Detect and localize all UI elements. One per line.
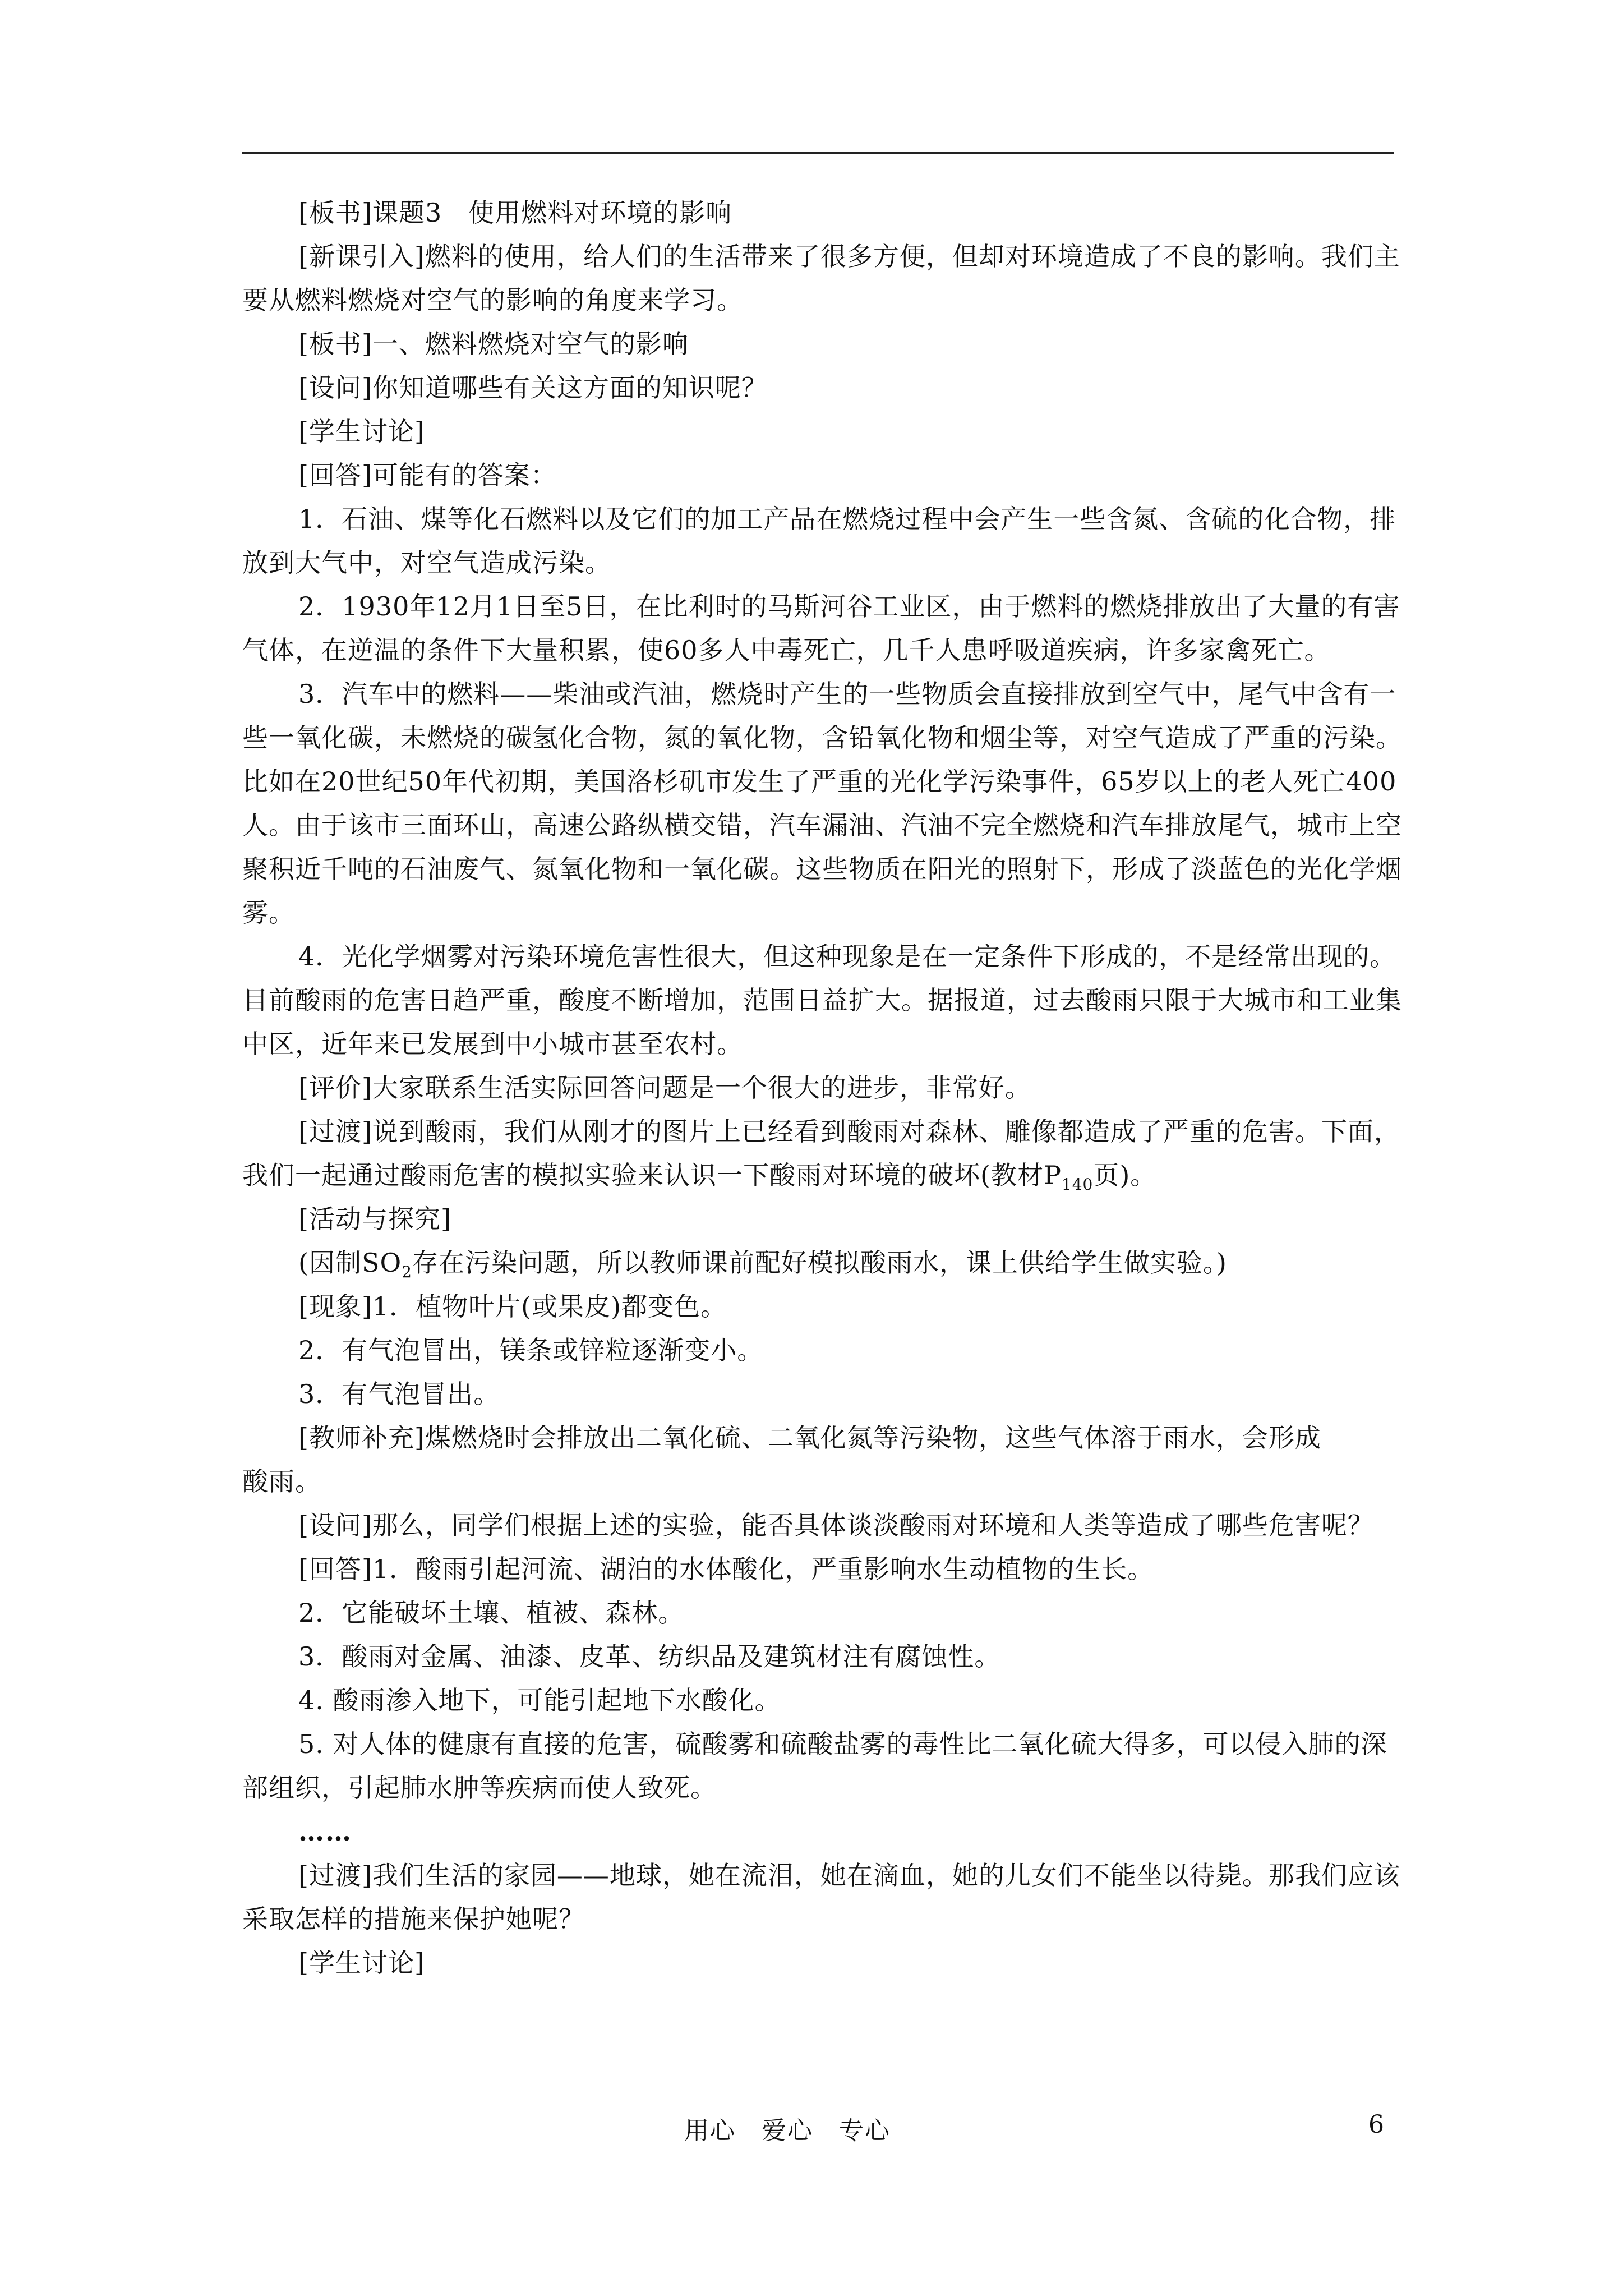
- page-subscript: 140: [1061, 1175, 1094, 1194]
- paragraph-acid-rain-word: 酸雨。: [242, 1466, 321, 1497]
- transition-tail: 页)。: [1093, 1160, 1157, 1190]
- paragraph-answer-1: 1．石油、煤等化石燃料以及它们的加工产品在燃烧过程中会产生一些含氮、含硫的化合物，排放到大气中，对空气造成污染。: [242, 504, 1396, 578]
- paragraph-transition-acid-rain: [242, 1110, 1409, 1197]
- paragraph-transition-earth: [过渡]我们生活的家园——地球，她在流泪，她在滴血，她的儿女们不能坐以待毙。那我们应该采取怎样的措施来保护她呢？: [242, 1860, 1400, 1934]
- paragraph-phenomenon-3: 3．有气泡冒出。: [298, 1379, 500, 1409]
- paragraph-hazard-1: [回答]1．酸雨引起河流、湖泊的水体酸化，严重影响水生动植物的生长。: [298, 1554, 1154, 1584]
- paragraph-board-section-1: [板书]一、燃料燃烧对空气的影响: [298, 329, 689, 359]
- paragraph-answer-4: 4．光化学烟雾对污染环境危害性很大，但这种现象是在一定条件下形成的，不是经常出现的。目前酸雨的危害日趋严重，酸度不断增加，范围日益扩大。据报道，过去酸雨只限于大城市和工业集中区，近年来已发展到中小城市甚至农村。: [242, 941, 1402, 1059]
- so2-tail: 存在污染问题，所以教师课前配好模拟酸雨水，课上供给学生做实验。): [412, 1248, 1227, 1278]
- paragraph-so2-note: [242, 1241, 1409, 1285]
- page-number: 6: [1368, 2110, 1384, 2139]
- paragraph-hazard-4: 4. 酸雨渗入地下，可能引起地下水酸化。: [298, 1685, 781, 1715]
- paragraph-phenomenon-2: 2．有气泡冒出，镁条或锌粒逐渐变小。: [298, 1335, 764, 1365]
- paragraph-discussion: [学生讨论]: [298, 416, 425, 447]
- so2-subscript: 2: [402, 1263, 412, 1281]
- paragraph-ellipsis: ……: [298, 1816, 352, 1847]
- transition-text: [过渡]说到酸雨，我们从刚才的图片上已经看到酸雨对森林、雕像都造成了严重的危害。下面，我们一起通过酸雨危害的模拟实验来认识一下酸雨对环境的破坏(教材P: [242, 1116, 1400, 1190]
- so2-text: (因制SO: [298, 1248, 402, 1278]
- paragraph-phenomenon-1: [现象]1．植物叶片(或果皮)都变色。: [298, 1291, 727, 1322]
- paragraph-answer-3: 3．汽车中的燃料——柴油或汽油，燃烧时产生的一些物质会直接排放到空气中，尾气中含有一些一氧化碳，未燃烧的碳氢化合物，氮的氧化物，含铅氧化物和烟尘等，对空气造成了严重的污染。比如在20世纪50年代初期，美国洛杉矶市发生了严重的光化学污染事件，65岁以上的老人死亡400人。由于该市三面环山，高速公路纵横交错，汽车漏油、汽油不完全燃烧和汽车排放尾气，城市上空聚积近千吨的石油废气、氮氧化物和一氧化碳。这些物质在阳光的照射下，形成了淡蓝色的光化学烟雾。: [242, 679, 1402, 928]
- paragraph-hazard-3: 3．酸雨对金属、油漆、皮革、纺织品及建筑材注有腐蚀性。: [298, 1641, 1001, 1672]
- header-rule: [242, 152, 1394, 154]
- paragraph-evaluation: [评价]大家联系生活实际回答问题是一个很大的进步，非常好。: [298, 1073, 1031, 1103]
- paragraph-intro: [新课引入]燃料的使用，给人们的生活带来了很多方便，但却对环境造成了不良的影响。我们主要从燃料燃烧对空气的影响的角度来学习。: [242, 241, 1400, 315]
- paragraph-activity: [活动与探究]: [298, 1204, 451, 1234]
- paragraph-hazard-5: 5. 对人体的健康有直接的危害，硫酸雾和硫酸盐雾的毒性比二氧化硫大得多，可以侵入肺的深部组织，引起肺水肿等疾病而使人致死。: [242, 1729, 1387, 1803]
- paragraph-question-2: [设问]那么，同学们根据上述的实验，能否具体谈淡酸雨对环境和人类等造成了哪些危害呢？: [298, 1510, 1374, 1540]
- paragraph-question: [设问]你知道哪些有关这方面的知识呢？: [298, 372, 768, 403]
- paragraph-answer-lead: [回答]可能有的答案：: [298, 460, 557, 490]
- document-body: [242, 191, 1409, 1985]
- paragraph-board-title: [板书]课题3 使用燃料对环境的影响: [298, 197, 732, 228]
- paragraph-discussion-2: [学生讨论]: [298, 1948, 425, 1978]
- footer-motto: 用心 爱心 专心: [684, 2116, 891, 2145]
- paragraph-hazard-2: 2．它能破坏土壤、植被、森林。: [298, 1598, 685, 1628]
- paragraph-teacher-supplement: [教师补充]煤燃烧时会排放出二氧化硫、二氧化氮等污染物，这些气体溶于雨水，会形成: [298, 1423, 1321, 1453]
- paragraph-answer-2: 2．1930年12月1日至5日，在比利时的马斯河谷工业区，由于燃料的燃烧排放出了大量的有害气体，在逆温的条件下大量积累，使60多人中毒死亡，几千人患呼吸道疾病，许多家禽死亡。: [242, 591, 1400, 665]
